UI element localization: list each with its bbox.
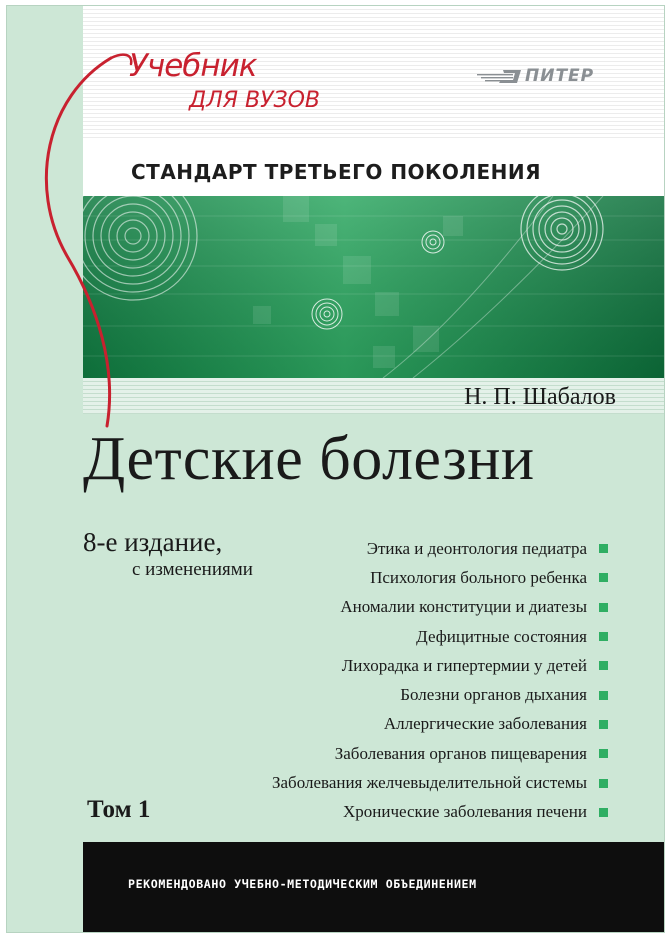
square-bullet-icon	[599, 691, 608, 700]
square-bullet-icon	[599, 544, 608, 553]
square-bullet-icon	[599, 603, 608, 612]
topic-item	[272, 563, 608, 592]
topics-list	[272, 534, 608, 827]
topic-item	[272, 622, 608, 651]
square-bullet-icon	[599, 779, 608, 788]
series-subtitle: ДЛЯ ВУЗОВ	[189, 88, 321, 113]
square-bullet-icon	[599, 720, 608, 729]
topic-item	[272, 680, 608, 709]
square-bullet-icon	[599, 808, 608, 817]
author-name: Н. П. Шабалов	[464, 384, 616, 410]
topic-item	[272, 739, 608, 768]
square-bullet-icon	[599, 749, 608, 758]
edition-note: с изменениями	[132, 559, 253, 580]
square-bullet-icon	[599, 573, 608, 582]
cover-art	[83, 196, 664, 378]
book-title: Детские болезни	[83, 425, 535, 493]
topic-label: Аллергические заболевания	[383, 714, 587, 734]
topic-label: Этика и деонтология педиатра	[366, 538, 587, 558]
publisher-name: ПИТЕР	[525, 66, 595, 86]
topic-item	[272, 534, 608, 563]
footer-band	[83, 842, 664, 932]
topic-item	[272, 798, 608, 827]
standard-label: СТАНДАРТ ТРЕТЬЕГО ПОКОЛЕНИЯ	[131, 160, 542, 184]
topic-item	[272, 593, 608, 622]
topic-label: Лихорадка и гипертермии у детей	[341, 655, 587, 675]
book-cover	[6, 5, 665, 933]
topic-label: Хронические заболевания печени	[342, 802, 587, 822]
green-circles-art	[83, 196, 664, 378]
topic-label: Болезни органов дыхания	[400, 685, 587, 705]
topic-label: Заболевания органов пищеварения	[334, 743, 587, 763]
topic-item	[272, 710, 608, 739]
publisher-logo	[477, 66, 594, 86]
piter-logo-icon	[477, 68, 521, 84]
series-title: Учебник	[129, 48, 257, 84]
square-bullet-icon	[599, 661, 608, 670]
topic-label: Дефицитные состояния	[416, 626, 587, 646]
edition-label: 8-е издание,	[83, 527, 223, 557]
topic-label: Психология больного ребенка	[370, 567, 587, 587]
topic-label: Аномалии конституции и диатезы	[340, 597, 587, 617]
topic-item	[272, 651, 608, 680]
volume-label: Том 1	[87, 796, 151, 823]
square-bullet-icon	[599, 632, 608, 641]
topic-item	[272, 768, 608, 797]
footer-recommendation: РЕКОМЕНДОВАНО УЧЕБНО-МЕТОДИЧЕСКИМ ОБЪЕДИНЕНИЕМ	[128, 877, 477, 891]
topic-label: Заболевания желчевыделительной системы	[272, 773, 587, 793]
